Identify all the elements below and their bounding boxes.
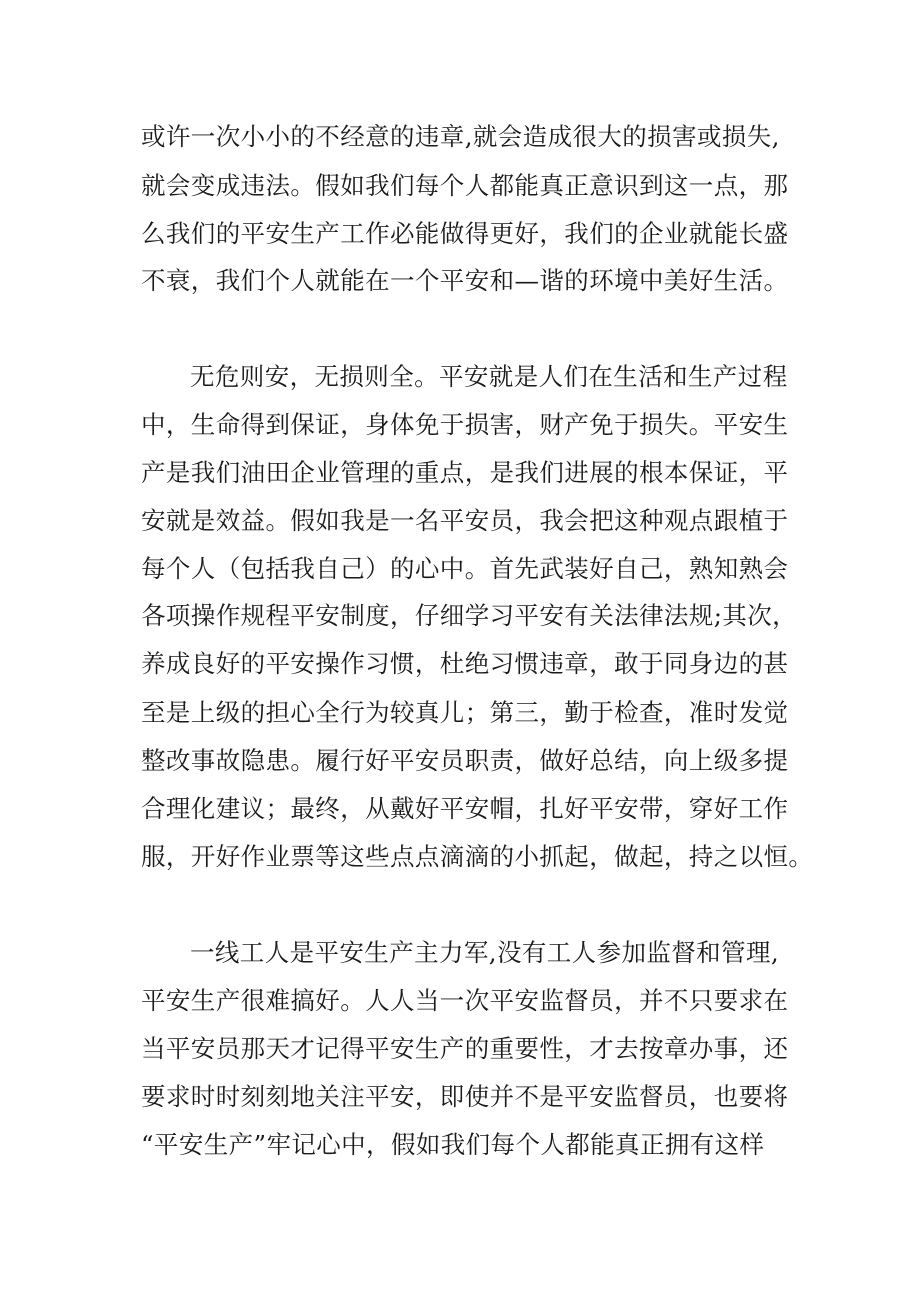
- paragraph-2-line-9: 整改事故隐患。履行好平安员职责，做好总结，向上级多提: [141, 746, 789, 775]
- paragraph-2-line-6: 各项操作规程平安制度，仔细学习平安有关法律法规;其次，: [141, 601, 798, 630]
- paragraph-2-line-2: 中，生命得到保证，身体免于损害，财产免于损失。平安生: [141, 410, 789, 439]
- paragraph-1-line-1: 或许一次小小的不经意的违章,就会造成很大的损害或损失,: [141, 122, 780, 151]
- paragraph-2-line-5: 每个人（包括我自己）的心中。首先武装好自己，熟知熟会: [141, 554, 789, 583]
- paragraph-2-line-10: 合理化建议；最终，从戴好平安帽，扎好平安带，穿好工作: [141, 794, 789, 823]
- paragraph-1-line-2: 就会变成违法。假如我们每个人都能真正意识到这一点，那: [141, 171, 789, 200]
- paragraph-3-line-5: “平安生产”牢记心中，假如我们每个人都能真正拥有这样: [141, 1130, 765, 1159]
- paragraph-2-line-4: 安就是效益。假如我是一名平安员，我会把这种观点跟植于: [141, 506, 789, 535]
- paragraph-2-line-11: 服，开好作业票等这些点点滴滴的小抓起，做起，持之以恒。: [141, 842, 814, 871]
- paragraph-2-line-3: 产是我们油田企业管理的重点，是我们进展的根本保证，平: [141, 458, 789, 487]
- paragraph-3-line-3: 当平安员那天才记得平安生产的重要性，才去按章办事，还: [141, 1034, 789, 1063]
- paragraph-3-line-4: 要求时时刻刻地关注平安，即使并不是平安监督员，也要将: [141, 1082, 789, 1111]
- paragraph-2-line-1: 无危则安，无损则全。平安就是人们在生活和生产过程: [190, 362, 788, 391]
- paragraph-3-line-2: 平安生产很难搞好。人人当一次平安监督员，并不只要求在: [141, 986, 789, 1015]
- paragraph-1-line-4: 不衰，我们个人就能在一个平安和—谐的环境中美好生活。: [141, 266, 789, 295]
- paragraph-2-line-8: 至是上级的担心全行为较真儿；第三，勤于检查，准时发觉: [141, 698, 789, 727]
- paragraph-3-line-1: 一线工人是平安生产主力军,没有工人参加监督和管理,: [190, 938, 780, 967]
- paragraph-2-line-7: 养成良好的平安操作习惯，杜绝习惯违章，敢于同身边的甚: [141, 649, 789, 678]
- paragraph-1-line-3: 么我们的平安生产工作必能做得更好，我们的企业就能长盛: [141, 219, 789, 248]
